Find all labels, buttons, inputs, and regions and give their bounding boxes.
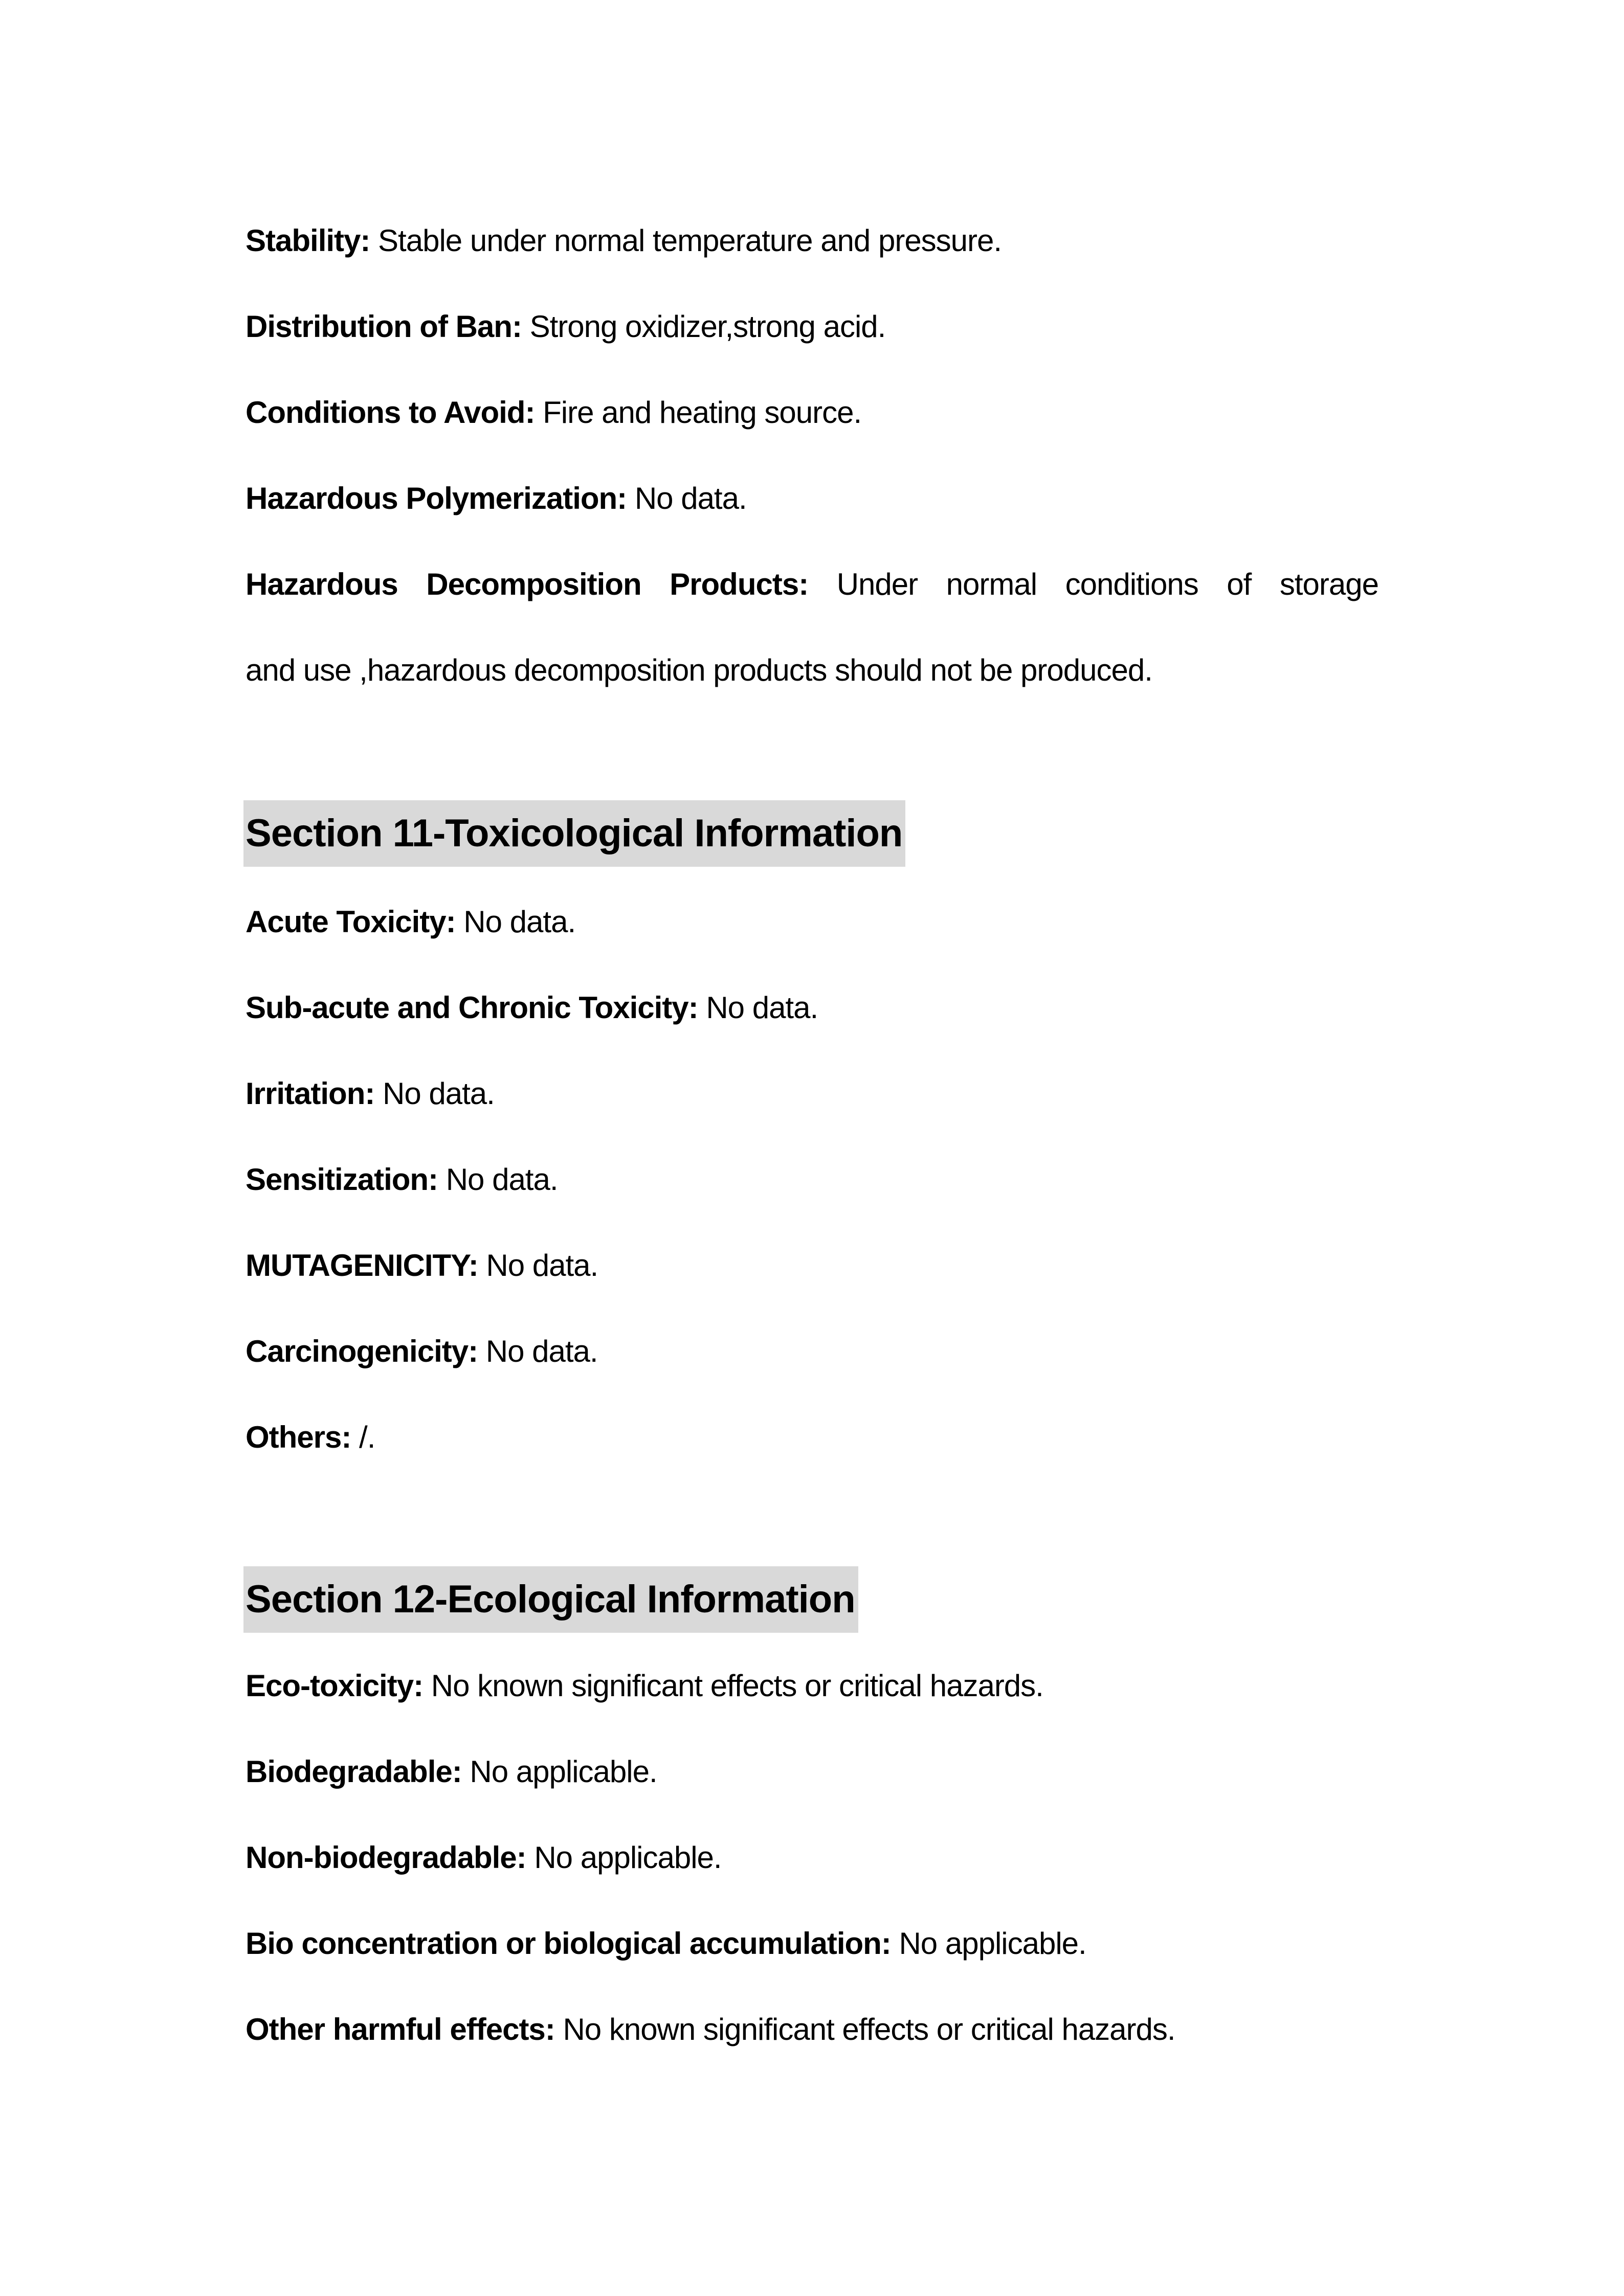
entry-mutagenicity — [246, 1223, 1378, 1309]
entry-value: No data. — [485, 1334, 598, 1368]
entry-label: Acute Toxicity: — [246, 905, 456, 939]
entry-other-harmful-effects — [246, 1987, 1378, 2073]
entry-label: MUTAGENICITY: — [246, 1248, 478, 1282]
entry-label: Carcinogenicity: — [246, 1334, 478, 1368]
document-content — [246, 0, 1378, 2073]
stability-block — [246, 198, 1378, 713]
entry-hazardous-decomposition-products — [246, 542, 1378, 627]
entry-value: Fire and heating source. — [543, 395, 862, 430]
entry-value: No applicable. — [899, 1926, 1086, 1961]
entry-label: Eco-toxicity: — [246, 1669, 424, 1703]
entry-value: No data. — [486, 1248, 598, 1282]
section-11-heading: Section 11-Toxicological Information — [243, 800, 905, 867]
entry-label: Bio concentration or biological accumulation: — [246, 1926, 891, 1961]
entry-label: Hazardous Polymerization: — [246, 481, 627, 515]
section-11-block — [246, 879, 1378, 1480]
entry-biodegradable — [246, 1729, 1378, 1815]
entry-value: No data. — [706, 991, 818, 1025]
entry-value: Under normal conditions of storage — [836, 567, 1378, 601]
entry-value: /. — [359, 1420, 375, 1454]
entry-value: No data. — [634, 481, 747, 515]
entry-carcinogenicity — [246, 1309, 1378, 1394]
entry-value: Stable under normal temperature and pressure. — [378, 223, 1002, 258]
entry-label: Conditions to Avoid: — [246, 395, 535, 430]
entry-bio-concentration — [246, 1901, 1378, 1987]
entry-others — [246, 1394, 1378, 1480]
entry-label: Others: — [246, 1420, 351, 1454]
entry-hazardous-polymerization — [246, 456, 1378, 542]
entry-value: No known significant effects or critical hazards. — [431, 1669, 1043, 1703]
section-12-heading: Section 12-Ecological Information — [243, 1566, 858, 1633]
entry-irritation — [246, 1051, 1378, 1137]
entry-label: Hazardous Decomposition Products: — [246, 567, 809, 601]
entry-label: Sub-acute and Chronic Toxicity: — [246, 991, 698, 1025]
entry-label: Biodegradable: — [246, 1754, 462, 1789]
entry-acute-toxicity — [246, 879, 1378, 965]
entry-value: No data. — [463, 905, 576, 939]
entry-stability — [246, 198, 1378, 284]
entry-label: Non-biodegradable: — [246, 1840, 526, 1875]
entry-non-biodegradable — [246, 1815, 1378, 1901]
section-12-block — [246, 1643, 1378, 2073]
entry-sensitization — [246, 1137, 1378, 1223]
entry-value: No data. — [383, 1076, 495, 1111]
entry-value: No applicable. — [470, 1754, 657, 1789]
entry-value: Strong oxidizer,strong acid. — [529, 309, 886, 344]
entry-hazardous-decomposition-continuation: and use ,hazardous decomposition products should not be produced. — [246, 653, 1152, 687]
entry-distribution-of-ban — [246, 284, 1378, 370]
entry-label: Other harmful effects: — [246, 2012, 555, 2046]
entry-label: Irritation: — [246, 1076, 375, 1111]
entry-value: No data. — [446, 1162, 558, 1197]
entry-value: No known significant effects or critical hazards. — [563, 2012, 1175, 2046]
entry-label: Sensitization: — [246, 1162, 438, 1197]
entry-sub-acute-chronic-toxicity — [246, 965, 1378, 1051]
entry-conditions-to-avoid — [246, 370, 1378, 456]
entry-eco-toxicity — [246, 1643, 1378, 1729]
entry-label: Distribution of Ban: — [246, 309, 522, 344]
entry-label: Stability: — [246, 223, 370, 258]
entry-value: No applicable. — [534, 1840, 722, 1875]
